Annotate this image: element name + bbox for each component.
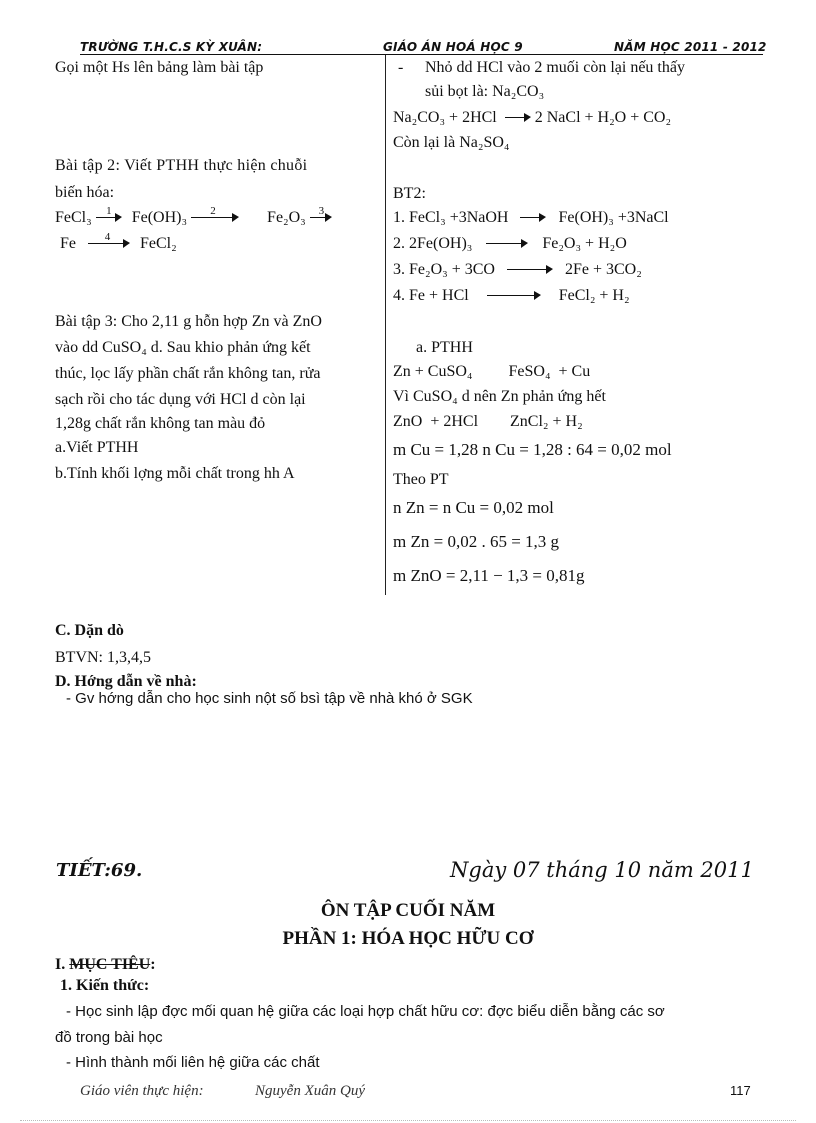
bt2-label: BT2: — [393, 185, 426, 202]
arrow — [520, 213, 546, 223]
calc-line: n Zn = n Cu = 0,02 mol — [393, 498, 554, 517]
page-number: 117 — [730, 1083, 751, 1098]
page-title: ÔN TẬP CUỐI NĂM — [320, 900, 496, 921]
exercise-3-text: thúc, lọc lấy phần chất rắn không tan, rửa — [55, 365, 321, 382]
exercise-3-text: a.Viết PTHH — [55, 439, 139, 456]
arrow — [505, 113, 531, 123]
footer-teacher-label: Giáo viên thực hiện: — [80, 1083, 204, 1099]
lesson-number: TIẾT:69. — [56, 860, 143, 881]
exercise-3-text: Bài tập 3: Cho 2,11 g hỗn hợp Zn và ZnO — [55, 313, 322, 330]
btvn: BTVN: 1,3,4,5 — [55, 649, 151, 666]
chain-item: FeCl₂ — [140, 235, 177, 252]
exercise-3-text: vào dd CuSO₄ d. Sau khio phản ứng kết — [55, 339, 311, 356]
objective-line: - Học sinh lập đợc mối quan hệ giữa các loại hợp chất hữu cơ: đợc biểu diễn bằng các sơ — [66, 1003, 665, 1020]
objectives-heading: I. MỤC TIÊU: — [55, 956, 156, 973]
exercise-2-text: biến hóa: — [55, 184, 115, 201]
chain-item: Fe₂O₃ — [267, 209, 306, 226]
calc-line: m Cu = 1,28 n Cu = 1,28 : 64 = 0,02 mol — [393, 440, 672, 459]
right-line: sủi bọt là: Na₂CO₃ — [425, 83, 545, 100]
exercise-3-text: 1,28g chất rắn không tan màu đỏ — [55, 415, 266, 432]
homework-instruction: - Gv hớng dẫn cho học sinh nột số bsì tập về nhà khó ở SGK — [66, 690, 473, 707]
right-bullet: - — [398, 59, 404, 76]
exercise-3-text: sạch rồi cho tác dụng với HCl d còn lại — [55, 391, 306, 408]
calc-line: m ZnO = 2,11 − 1,3 = 0,81g — [393, 566, 585, 585]
page-subtitle: PHẦN 1: HÓA HỌC HỮU CƠ — [282, 928, 534, 949]
equation: ZnO + 2HCl ZnCl₂ + H₂ — [393, 413, 583, 430]
equation: Zn + CuSO₄ FeSO₄ + Cu — [393, 363, 591, 380]
right-line: Còn lại là Na₂SO₄ — [393, 134, 510, 151]
footer-rule — [20, 1120, 796, 1121]
equation: 3. Fe₂O₃ + 3CO 2Fe + 3CO₂ — [393, 261, 642, 278]
part-a: a. PTHH — [416, 339, 473, 356]
objective-line: - Hình thành mối liên hệ giữa các chất — [66, 1054, 320, 1071]
chain-row-2 — [60, 231, 177, 254]
section-c-heading: C. Dặn dò — [55, 622, 124, 639]
arrow — [487, 291, 541, 301]
arrow-4: 4 — [88, 239, 130, 249]
arrow — [486, 239, 528, 249]
exercise-3-text: b.Tính khối lợng mỗi chất trong hh A — [55, 465, 295, 482]
calc-line: m Zn = 0,02 . 65 = 1,3 g — [393, 532, 560, 551]
exercise-2-text: Bài tập 2: Viết PTHH thực hiện chuỗi — [55, 157, 308, 174]
header-rule — [80, 54, 763, 55]
chain-row-1 — [55, 205, 332, 228]
arrow — [507, 265, 553, 275]
arrow-1: 1 — [96, 213, 122, 223]
equation: 1. FeCl₃ +3NaOH Fe(OH)₃ +3NaCl — [393, 209, 669, 226]
left-line: Gọi một Hs lên bảng làm bài tập — [55, 59, 264, 76]
objective-line: đồ trong bài học — [55, 1029, 163, 1046]
footer-teacher-name: Nguyễn Xuân Quý — [255, 1083, 365, 1099]
column-divider — [385, 55, 386, 595]
equation: 2. 2Fe(OH)₃ Fe₂O₃ + H₂O — [393, 235, 627, 252]
subject-title: GIÁO ÁN HOÁ HỌC 9 — [383, 40, 523, 54]
equation: 4. Fe + HCl FeCl₂ + H₂ — [393, 287, 630, 304]
right-line: Vì CuSO₄ d nên Zn phản ứng hết — [393, 388, 606, 405]
chain-item: FeCl₃ — [55, 209, 92, 226]
theo-pt: Theo PT — [393, 471, 449, 488]
equation: Na₂CO₃ + 2HCl 2 NaCl + H₂O + CO₂ — [393, 109, 672, 126]
school-name: TRƯỜNG T.H.C.S KỲ XUÂN: — [80, 40, 263, 54]
right-line: Nhỏ dd HCl vào 2 muối còn lại nếu thấy — [425, 59, 685, 76]
arrow-3: 3 — [310, 213, 332, 223]
knowledge-heading: 1. Kiến thức: — [60, 977, 150, 994]
lesson-date: Ngày 07 tháng 10 năm 2011 — [450, 858, 754, 882]
chain-item: Fe(OH)₃ — [131, 209, 188, 226]
school-year: NĂM HỌC 2011 - 2012 — [614, 40, 767, 54]
section-d-heading: D. Hớng dẫn về nhà: — [55, 673, 197, 690]
arrow-2: 2 — [191, 213, 239, 223]
chain-item: Fe — [60, 235, 76, 252]
